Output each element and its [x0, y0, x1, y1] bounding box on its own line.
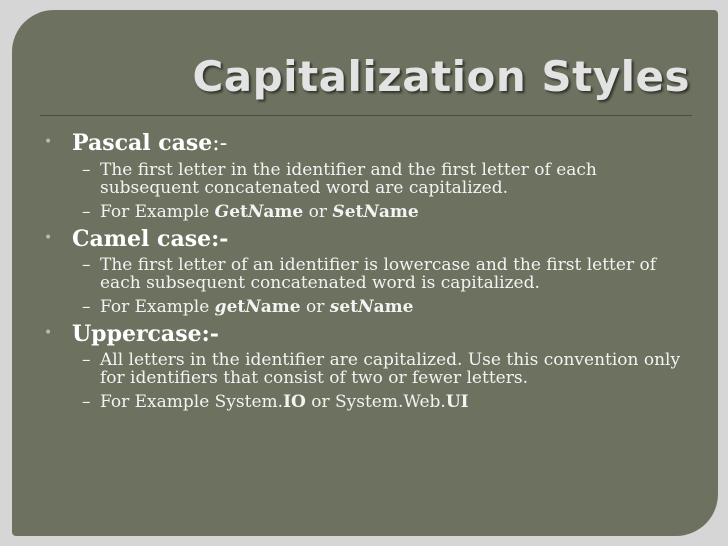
example-part: ame: [263, 202, 304, 222]
example-cap: S: [332, 202, 345, 222]
pascal-example: [40, 203, 696, 221]
example-part: IO: [283, 392, 306, 412]
heading-uppercase: Uppercase:-: [72, 321, 219, 347]
bullet-uppercase: [40, 321, 696, 347]
example-part: ame: [373, 297, 414, 317]
example-prefix: For Example: [100, 297, 215, 317]
dash-icon: –: [82, 160, 91, 180]
uppercase-example: [40, 393, 696, 411]
example-connector: or: [303, 202, 333, 222]
example-part: et: [344, 202, 364, 222]
heading-suffix: :-: [212, 131, 228, 156]
slide-title: Capitalization Styles: [192, 52, 690, 101]
bullet-icon: •: [44, 325, 53, 341]
example-part: et: [229, 202, 248, 222]
example-prefix: For Example System.: [100, 392, 284, 412]
dash-icon: –: [82, 350, 91, 370]
uppercase-description: [40, 351, 696, 387]
pascal-description: [40, 161, 696, 197]
example-cap: N: [247, 202, 264, 222]
heading-camel-case: Camel case:-: [72, 226, 229, 252]
camel-description-text: The first letter of an identifier is lowercase and the first letter of each subsequent concatenated word is capitalized.: [100, 255, 657, 293]
camel-description: [40, 256, 696, 292]
example-cap: N: [245, 297, 261, 317]
example-part: et: [339, 297, 359, 317]
pascal-description-text: The first letter in the identifier and the first letter of each subsequent concatenated word are capitalized.: [100, 160, 597, 198]
dash-icon: –: [82, 255, 91, 275]
example-part: UI: [445, 392, 469, 412]
uppercase-description-text: All letters in the identifier are capitalized. Use this convention only for identifiers that consist of two or fewer letters.: [100, 350, 681, 388]
example-cap: s: [329, 297, 340, 317]
heading-pascal-case: Pascal case: [72, 130, 213, 156]
example-cap: N: [358, 297, 374, 317]
example-part: ame: [260, 297, 301, 317]
example-part: ame: [378, 202, 419, 222]
bullet-icon: •: [44, 134, 53, 150]
title-divider: [40, 115, 692, 116]
bullet-icon: •: [44, 230, 53, 246]
example-part: et: [226, 297, 246, 317]
bullet-camel-case: [40, 226, 696, 252]
example-connector: or: [300, 297, 330, 317]
dash-icon: –: [82, 297, 91, 317]
example-cap: N: [363, 202, 379, 222]
example-cap: G: [214, 202, 230, 222]
example-cap: g: [214, 297, 227, 317]
dash-icon: –: [82, 392, 91, 412]
bullet-pascal-case: [40, 130, 696, 157]
dash-icon: –: [82, 202, 91, 222]
slide-body: [40, 130, 696, 411]
example-connector: or System.Web.: [305, 392, 446, 412]
example-prefix: For Example: [100, 202, 215, 222]
camel-example: [40, 298, 696, 316]
